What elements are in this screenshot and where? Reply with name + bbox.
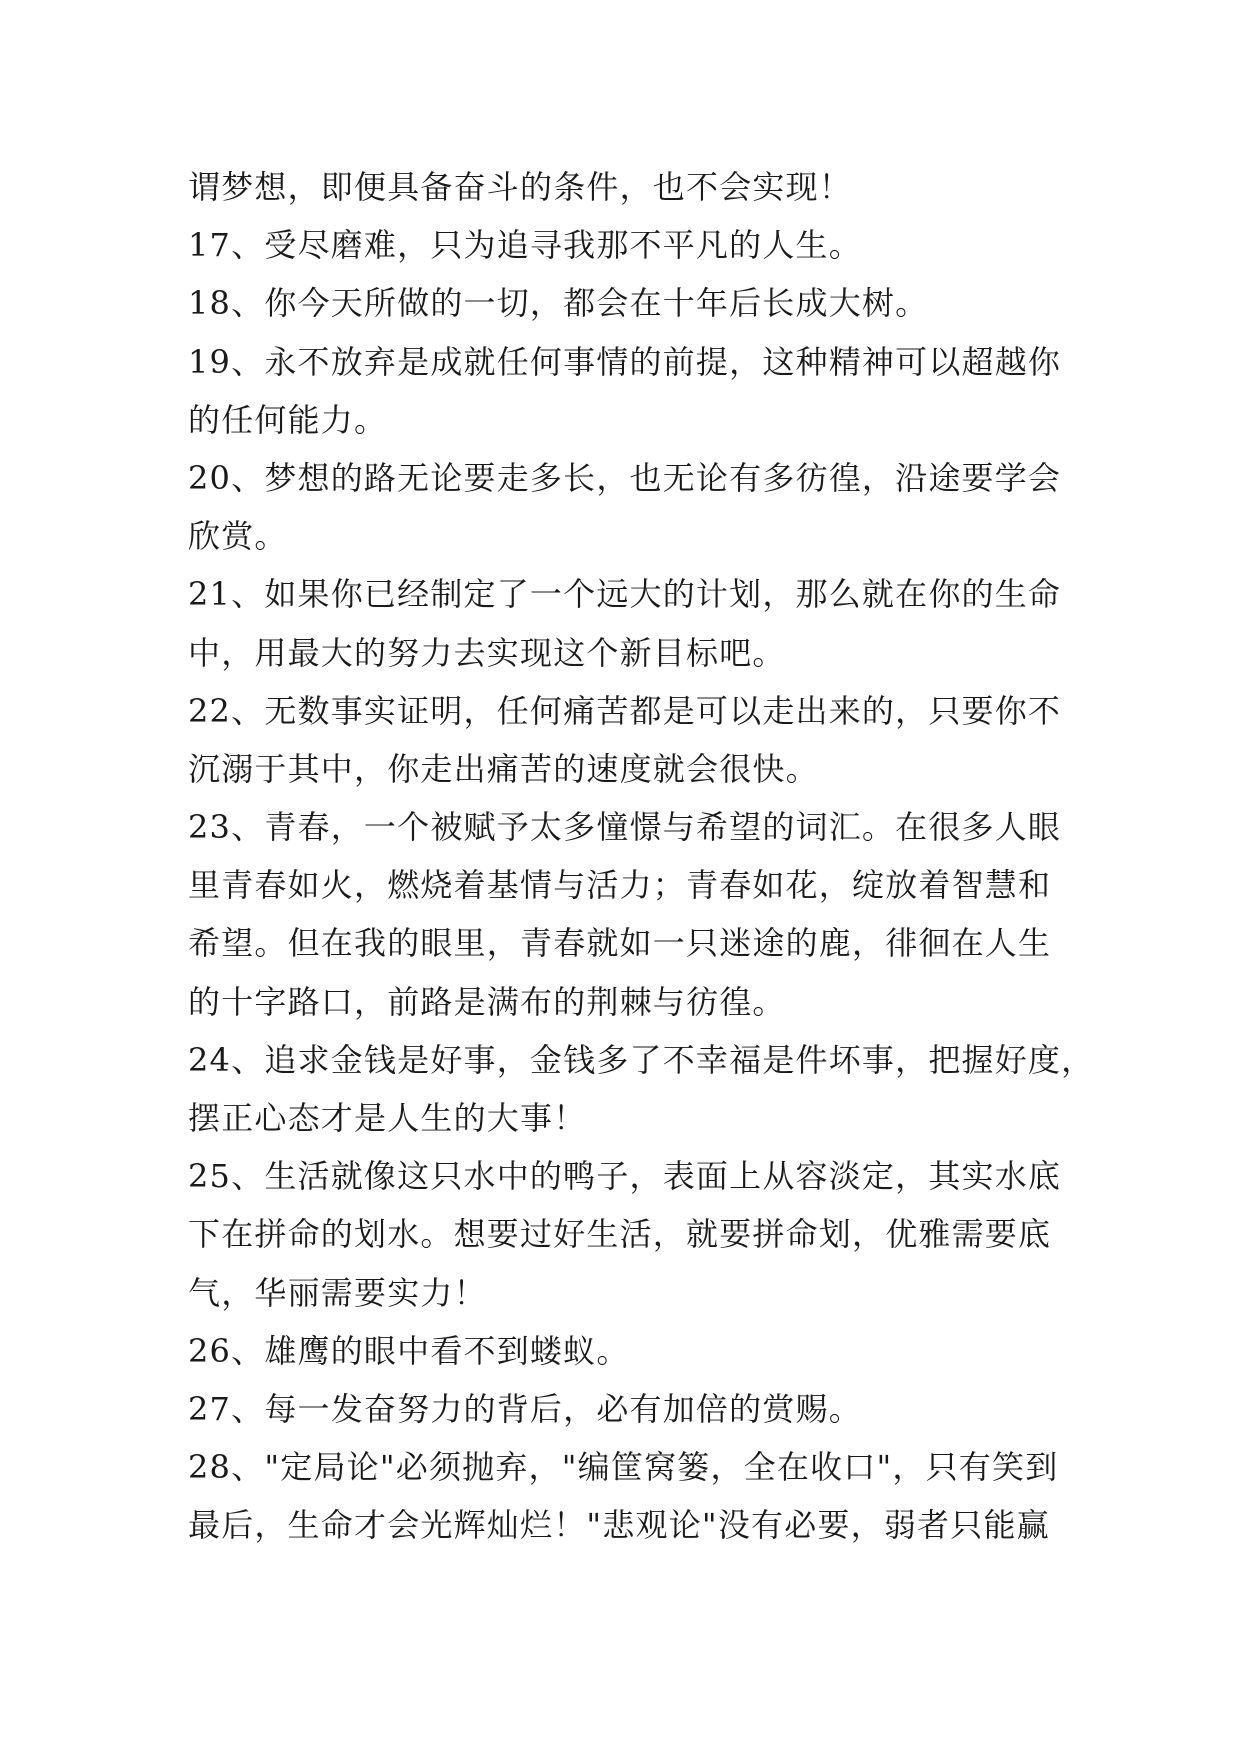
text-line: 26、雄鹰的眼中看不到蝼蚁。 [188, 1331, 630, 1370]
text-line: 气，华丽需要实力！ [188, 1273, 487, 1312]
text-line: 18、你今天所做的一切，都会在十年后长成大树。 [188, 284, 929, 323]
text-line: 20、梦想的路无论要走多长，也无论有多彷徨，沿途要学会 [188, 458, 1062, 497]
text-line: 27、每一发奋努力的背后，必有加倍的赏赐。 [188, 1389, 862, 1428]
text-line: 中，用最大的努力去实现这个新目标吧。 [188, 633, 786, 672]
text-line: 摆正心态才是人生的大事！ [188, 1099, 587, 1137]
text-line: 的十字路口，前路是满布的荆棘与彷徨。 [188, 982, 786, 1021]
text-line: 23、青春，一个被赋予太多憧憬与希望的词汇。在很多人眼 [188, 808, 1062, 847]
text-line: 希望。但在我的眼里，青春就如一只迷途的鹿，徘徊在人生 [188, 924, 1052, 963]
text-line: 谓梦想，即便具备奋斗的条件，也不会实现！ [188, 168, 853, 206]
text-line: 17、受尽磨难，只为追寻我那不平凡的人生。 [188, 226, 862, 265]
text-line: 25、生活就像这只水中的鸭子，表面上从容淡定，其实水底 [188, 1157, 1062, 1196]
text-line: 21、如果你已经制定了一个远大的计划，那么就在你的生命 [188, 575, 1062, 614]
text-line: 19、永不放弃是成就任何事情的前提，这种精神可以超越你 [188, 342, 1062, 381]
text-line: 22、无数事实证明，任何痛苦都是可以走出来的，只要你不 [188, 691, 1062, 730]
text-line: 里青春如火，燃烧着基情与活力；青春如花，绽放着智慧和 [188, 866, 1052, 905]
document-body [188, 158, 1095, 1555]
text-line: 24、追求金钱是好事，金钱多了不幸福是件坏事，把握好度， [188, 1040, 1095, 1079]
text-line: 的任何能力。 [188, 400, 388, 439]
text-line: 下在拼命的划水。想要过好生活，就要拼命划，优雅需要底 [188, 1215, 1052, 1254]
text-line: 沉溺于其中，你走出痛苦的速度就会很快。 [188, 749, 819, 788]
text-line: 28、"定局论"必须抛弃，"编筐窝篓，全在收口"，只有笑到 [188, 1448, 1059, 1487]
text-line: 欣赏。 [188, 517, 288, 556]
text-line: 最后，生命才会光辉灿烂！"悲观论"没有必要，弱者只能赢 [188, 1506, 1050, 1545]
